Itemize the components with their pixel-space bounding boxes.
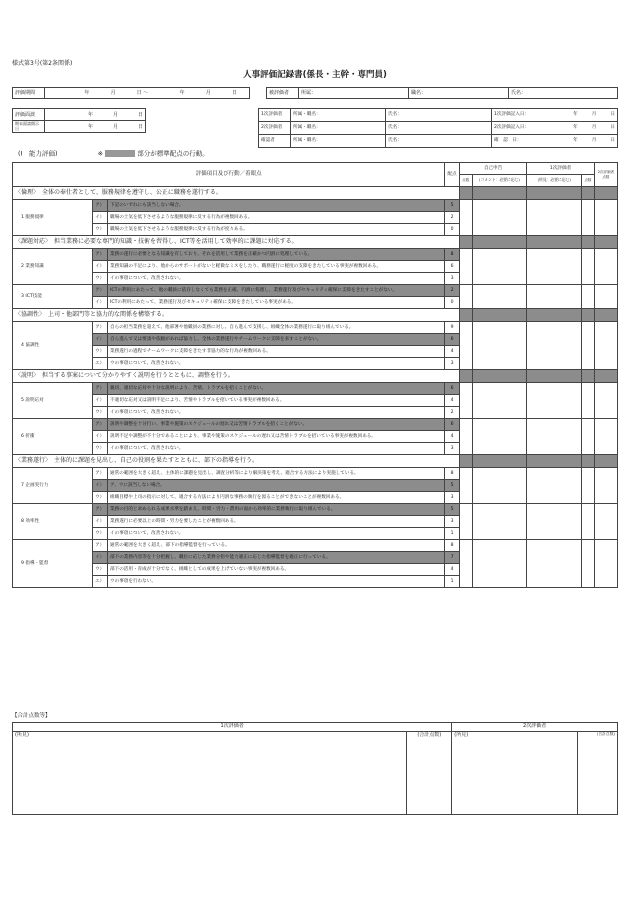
period-end-month: 月 <box>205 90 211 96</box>
evaluator-dept-field[interactable]: 所属・職名： <box>291 109 386 122</box>
second-opinion-field[interactable]: (所見) <box>452 732 578 815</box>
evaluator-role: 2次評価者 <box>259 122 291 135</box>
first-comment-field[interactable] <box>527 322 582 370</box>
self-score-field[interactable] <box>459 419 472 455</box>
first-score-field[interactable] <box>582 200 595 236</box>
criterion-level: エ） <box>93 358 108 370</box>
first-score-field[interactable] <box>582 322 595 370</box>
header-self-comment: (コメント：必要に応じ) <box>472 175 527 187</box>
item-name: 8 効率性 <box>13 504 93 540</box>
item-name: 7 企画実行力 <box>13 468 93 504</box>
criterion-level: イ） <box>93 212 108 224</box>
criterion-text: ウの事項について、改善されない。 <box>108 358 445 370</box>
criterion-level: イ） <box>93 552 108 564</box>
first-comment-field[interactable] <box>527 285 582 309</box>
criterion-text: ICTの利用にあたって、業務遂行及びセキュリティ確保に支障をきたしている事実がある。 <box>108 297 445 309</box>
criterion-text: イの事項について、改善されない。 <box>108 443 445 455</box>
evaluator-date-label: 1次評価記入日： <box>494 112 530 118</box>
criterion-row <box>13 419 618 431</box>
criterion-text: 業務遂行の過程でチームワークに支障をきたす非協力的な行為が複数回ある。 <box>108 346 445 358</box>
first-score-field[interactable] <box>582 249 595 285</box>
second-subtotal-cell <box>594 187 617 200</box>
self-score-field[interactable] <box>459 383 472 419</box>
evaluated-dept-field[interactable]: 所属： <box>299 88 409 99</box>
criterion-row <box>13 540 618 552</box>
criterion-level: エ） <box>93 576 108 588</box>
evaluator-month: 月 <box>591 138 597 144</box>
evaluator-dept-field[interactable]: 所属・職名： <box>291 135 386 148</box>
second-subtotal-cell <box>594 455 617 468</box>
second-score-field[interactable] <box>594 540 617 588</box>
summary-table <box>12 722 618 815</box>
first-score-field[interactable] <box>582 285 595 309</box>
category-title: 〈課題対応〉 担当業務に必要な専門的知識・技術を習得し、ICT等を活用して効率的に課題に対応する。 <box>13 236 460 249</box>
first-score-field[interactable] <box>582 383 595 419</box>
evaluator-row <box>259 135 618 148</box>
criterion-points: 6 <box>445 383 460 395</box>
criterion-text: 部下の業務内容等を十分把握し、職位に応じた業務分担や能力適正に応じた指導監督を適正に行っている。 <box>108 552 445 564</box>
header-second: 2次評価者点数 <box>594 163 617 187</box>
criterion-level: ア） <box>93 249 108 261</box>
criterion-level: ア） <box>93 200 108 212</box>
item-name: 6 折衝 <box>13 419 93 455</box>
criterion-text: イの事項について、改善されない。 <box>108 528 445 540</box>
criterion-points: 4 <box>445 346 460 358</box>
first-comment-field[interactable] <box>527 249 582 285</box>
disclosure-date-field[interactable] <box>45 121 146 133</box>
header-self-score: 点数 <box>459 175 472 187</box>
interview-day: 日 <box>137 111 143 118</box>
criterion-text: イの事項について、改善されない。 <box>108 407 445 419</box>
criterion-text: 通常の範囲を大きく超え、主体的に課題を見出し、調査分析等により解決策を考え、適合する方法により実施している。 <box>108 468 445 480</box>
second-score-field[interactable] <box>594 249 617 285</box>
category-title-row <box>13 236 618 249</box>
document-title: 人事評価記録書(係長・主幹・専門員) <box>243 70 387 80</box>
self-score-field[interactable] <box>459 468 472 504</box>
second-score-field[interactable] <box>594 419 617 455</box>
self-comment-field[interactable] <box>472 504 527 540</box>
header-first-comment: (所見：必要に応じ) <box>527 175 582 187</box>
first-subtotal-cell <box>582 455 595 468</box>
self-subtotal-comment <box>472 370 527 383</box>
first-subtotal-cell <box>582 370 595 383</box>
criterion-text: 下記のいずれにも該当しない場合。 <box>108 200 445 212</box>
criterion-level: ウ） <box>93 273 108 285</box>
item-name: 1 服務規律 <box>13 200 93 236</box>
self-comment-field[interactable] <box>472 383 527 419</box>
self-score-field[interactable] <box>459 285 472 309</box>
first-subtotal-cell <box>582 309 595 322</box>
criterion-level: ア） <box>93 504 108 516</box>
criterion-text: 自ら進んで又は要請や依頼があれば協力し、全体の業務遂行やチームワークに支障を来すことがない。 <box>108 334 445 346</box>
self-score-field[interactable] <box>459 200 472 236</box>
first-subtotal-comment <box>527 236 582 249</box>
criterion-level: ウ） <box>93 407 108 419</box>
note-text: 部分が標準配点の行動。 <box>137 149 209 158</box>
criterion-points: 6 <box>445 261 460 273</box>
self-subtotal-comment <box>472 309 527 322</box>
evaluator-name-field[interactable]: 氏名： <box>386 109 492 122</box>
criterion-points: 0 <box>445 297 460 309</box>
category-title-row <box>13 455 618 468</box>
disclosure-label: 期末面談開示日 <box>13 121 45 133</box>
self-comment-field[interactable] <box>472 285 527 309</box>
summary-label: 【合計点数等】 <box>12 713 51 719</box>
item-name: 9 指導・監督 <box>13 540 93 588</box>
evaluator-month: 月 <box>591 112 597 118</box>
item-name: 4 協調性 <box>13 322 93 370</box>
first-total-field[interactable]: (合計点数) <box>407 732 452 815</box>
criterion-level: ア） <box>93 419 108 431</box>
criterion-text: 業務の目的と求められる成果水準を踏まえ、時間・労力・費用の面から効率的に業務執行に取り組んでいる。 <box>108 504 445 516</box>
criterion-text: ウの事項を行わない。 <box>108 576 445 588</box>
criterion-level: ウ） <box>93 492 108 504</box>
criterion-points: 5 <box>445 480 460 492</box>
first-comment-field[interactable] <box>527 383 582 419</box>
self-score-field[interactable] <box>459 249 472 285</box>
criterion-points: 2 <box>445 285 460 297</box>
second-score-field[interactable] <box>594 504 617 540</box>
evaluator-month: 月 <box>591 125 597 131</box>
evaluator-date-field[interactable] <box>492 135 618 148</box>
criterion-points: 8 <box>445 540 460 552</box>
criterion-points: 3 <box>445 492 460 504</box>
criterion-level: ウ） <box>93 564 108 576</box>
first-subtotal-comment <box>527 370 582 383</box>
interview-date-field[interactable] <box>45 109 146 121</box>
criterion-text: 親切、適切な応対や十分な説明により、苦情、トラブルを招くことがない。 <box>108 383 445 395</box>
first-comment-field[interactable] <box>527 468 582 504</box>
criterion-points: 4 <box>445 564 460 576</box>
form-number: 様式第3号(第2条関係) <box>12 60 73 67</box>
category-title-row <box>13 370 618 383</box>
interview-label: 評価面談 <box>13 109 45 121</box>
criterion-text: 部下の活用・育成が十分でなく、組織としての成果を上げていない事実が複数回ある。 <box>108 564 445 576</box>
criterion-row <box>13 504 618 516</box>
item-name: 2 業務知識 <box>13 249 93 285</box>
first-subtotal-comment <box>527 187 582 200</box>
criterion-points: 8 <box>445 468 460 480</box>
disclosure-month: 月 <box>112 123 118 130</box>
evaluator-row <box>259 109 618 122</box>
evaluator-date-label: 確 認 日： <box>494 138 522 144</box>
self-subtotal-comment <box>472 187 527 200</box>
evaluator-day: 日 <box>610 125 615 131</box>
criterion-points: 3 <box>445 516 460 528</box>
evaluator-date-field[interactable] <box>492 109 618 122</box>
criterion-level: イ） <box>93 516 108 528</box>
criterion-level: ウ） <box>93 443 108 455</box>
first-comment-field[interactable] <box>527 200 582 236</box>
note-mark: ※ <box>97 149 104 158</box>
criterion-text: 自らの担当業務を超えて、他部署や他職員の業務に対し、自ら進んで支援し、組織全体の業務遂行に取り組んでいる。 <box>108 322 445 334</box>
interview-month: 月 <box>112 111 118 118</box>
self-subtotal-cell <box>459 236 472 249</box>
criterion-level: イ） <box>93 334 108 346</box>
evaluator-year: 年 <box>573 112 578 118</box>
first-subtotal-cell <box>582 187 595 200</box>
first-subtotal-comment <box>527 309 582 322</box>
self-score-field[interactable] <box>459 322 472 370</box>
evaluators-table <box>258 108 618 148</box>
period-end-day: 日 <box>231 90 237 96</box>
summary-first-header: 1次評価者 <box>13 723 452 732</box>
evaluator-date-field[interactable] <box>492 122 618 135</box>
criterion-row <box>13 249 618 261</box>
self-subtotal-cell <box>459 309 472 322</box>
period-start-field[interactable] <box>45 88 250 99</box>
item-name: 5 説明応対 <box>13 383 93 419</box>
criterion-points: 6 <box>445 334 460 346</box>
evaluator-day: 日 <box>610 138 615 144</box>
header-self: 自己申告 <box>459 163 526 175</box>
self-comment-field[interactable] <box>472 322 527 370</box>
second-score-field[interactable] <box>594 322 617 370</box>
criterion-points: 1 <box>445 576 460 588</box>
interview-dates-table <box>12 108 146 133</box>
category-title-row <box>13 187 618 200</box>
criterion-text: 職場の士気を低下させるような服務規律に反する行為が度々ある。 <box>108 224 445 236</box>
criterion-points: 9 <box>445 322 460 334</box>
first-comment-field[interactable] <box>527 504 582 540</box>
self-subtotal-cell <box>459 455 472 468</box>
evaluated-label: 被評価者 <box>267 88 299 99</box>
self-comment-field[interactable] <box>472 419 527 455</box>
criterion-text: 業務の遂行に必要となる知識を有しており、それを活用して業務を正確かつ円滑に処理している。 <box>108 249 445 261</box>
criterion-points: 2 <box>445 212 460 224</box>
evaluator-role: 確認者 <box>259 135 291 148</box>
first-score-field[interactable] <box>582 504 595 540</box>
criterion-level: ウ） <box>93 346 108 358</box>
criterion-row <box>13 200 618 212</box>
criterion-level: ア） <box>93 383 108 395</box>
ability-evaluation-table <box>12 162 618 588</box>
evaluator-row <box>259 122 618 135</box>
table-header-row <box>13 163 618 175</box>
criterion-points: 3 <box>445 358 460 370</box>
criterion-points: 4 <box>445 395 460 407</box>
criterion-row <box>13 468 618 480</box>
evaluation-period-table <box>12 87 250 99</box>
evaluator-dept-field[interactable]: 所属・職名： <box>291 122 386 135</box>
period-start-year: 年 <box>84 90 90 96</box>
criterion-points: 3 <box>445 443 460 455</box>
self-score-field[interactable] <box>459 540 472 588</box>
criterion-level: イ） <box>93 297 108 309</box>
section-heading <box>18 150 209 158</box>
second-subtotal-cell <box>594 370 617 383</box>
header-items: 評価項目及び行動／着眼点 <box>13 163 445 187</box>
criterion-row <box>13 383 618 395</box>
self-comment-field[interactable] <box>472 540 527 588</box>
second-subtotal-cell <box>594 236 617 249</box>
evaluator-year: 年 <box>573 125 578 131</box>
header-first: 1次評価者 <box>527 163 594 175</box>
second-subtotal-cell <box>594 309 617 322</box>
summary-second-header: 2次評価者 <box>452 723 618 732</box>
criterion-text: 業務知識の不足により、他からのサポートがないと軽微なミスをしたり、職務遂行に軽度の支障をきたしている事実が複数回ある。 <box>108 261 445 273</box>
evaluator-day: 日 <box>610 112 615 118</box>
criterion-level: イ） <box>93 395 108 407</box>
criterion-row <box>13 322 618 334</box>
evaluator-date-label: 2次評価記入日： <box>494 125 530 131</box>
criterion-points: 5 <box>445 200 460 212</box>
evaluator-name-field[interactable]: 氏名： <box>386 135 492 148</box>
evaluated-name-field[interactable]: 氏名： <box>509 88 618 99</box>
period-label: 評価期間 <box>13 88 45 99</box>
second-total-field[interactable]: (合計点数) <box>578 732 618 815</box>
criterion-points: 1 <box>445 528 460 540</box>
criterion-level: イ） <box>93 261 108 273</box>
criterion-points: 4 <box>445 431 460 443</box>
criterion-text: 組織目標や上司の指示に対して、適合する方法により円滑な事務の執行を図ることができないことが複数回ある。 <box>108 492 445 504</box>
criterion-level: イ） <box>93 431 108 443</box>
period-start-day: 日 <box>136 90 142 96</box>
criterion-points: 3 <box>445 273 460 285</box>
interview-year: 年 <box>87 111 93 118</box>
first-subtotal-cell <box>582 236 595 249</box>
self-subtotal-comment <box>472 236 527 249</box>
second-score-field[interactable] <box>594 200 617 236</box>
first-opinion-field[interactable]: (所見) <box>13 732 407 815</box>
disclosure-day: 日 <box>137 123 143 130</box>
criterion-level: ア） <box>93 322 108 334</box>
header-points: 配点 <box>445 163 460 187</box>
first-score-field[interactable] <box>582 419 595 455</box>
first-comment-field[interactable] <box>527 419 582 455</box>
self-subtotal-cell <box>459 187 472 200</box>
second-score-field[interactable] <box>594 285 617 309</box>
criterion-level: イ） <box>93 480 108 492</box>
criterion-points: 5 <box>445 504 460 516</box>
evaluated-person-table <box>266 87 618 99</box>
criterion-text: 説明不足や調整が不十分であることにより、事業や施策のスケジュールの遅れ又は苦情トラブルを招いている事実が複数回ある。 <box>108 431 445 443</box>
criterion-text: 説明や調整を十分行い、事業や施策のスケジュールの遅れ又は苦情トラブルを招くことがない。 <box>108 419 445 431</box>
first-score-field[interactable] <box>582 540 595 588</box>
period-end-year: 年 <box>179 90 185 96</box>
category-title: 〈協調性〉 上司・他部門等と協力的な関係を構築する。 <box>13 309 460 322</box>
period-start-month: 月 <box>110 90 116 96</box>
criterion-level: ア） <box>93 468 108 480</box>
first-subtotal-comment <box>527 455 582 468</box>
category-title-row <box>13 309 618 322</box>
criterion-points: 2 <box>445 407 460 419</box>
category-title: 〈倫理〉 全体の奉仕者として、服務規律を遵守し、公正に職務を遂行する。 <box>13 187 460 200</box>
evaluator-name-field[interactable]: 氏名： <box>386 122 492 135</box>
criterion-level: ウ） <box>93 224 108 236</box>
criterion-points: 8 <box>445 249 460 261</box>
self-subtotal-comment <box>472 455 527 468</box>
period-tilde: ～ <box>143 90 149 96</box>
second-score-field[interactable] <box>594 468 617 504</box>
disclosure-year: 年 <box>87 123 93 130</box>
item-name: 3 ICT技能 <box>13 285 93 309</box>
criterion-level: ウ） <box>93 528 108 540</box>
self-comment-field[interactable] <box>472 249 527 285</box>
shade-legend-swatch <box>105 150 135 157</box>
category-title: 〈業務遂行〉 主体的に課題を見出し、自己の役割を果たすとともに、部下の指導を行う。 <box>13 455 460 468</box>
self-subtotal-cell <box>459 370 472 383</box>
criterion-text: イの事項について、改善されない。 <box>108 273 445 285</box>
self-comment-field[interactable] <box>472 468 527 504</box>
section-title: (Ⅰ 能力評価) <box>18 149 58 158</box>
criterion-row <box>13 285 618 297</box>
header-first-score: 点数 <box>582 175 595 187</box>
criterion-text: 職場の士気を低下させるような服務規律に反する行為が複数回ある。 <box>108 212 445 224</box>
criterion-text: ア、ウに該当しない場合。 <box>108 480 445 492</box>
evaluator-year: 年 <box>573 138 578 144</box>
category-title: 〈説明〉 担当する事案について分かりやすく説明を行うとともに、調整を行う。 <box>13 370 460 383</box>
criterion-text: 通常の範囲を大きく超え、部下の指導監督を行っている。 <box>108 540 445 552</box>
criterion-level: ア） <box>93 540 108 552</box>
second-score-field[interactable] <box>594 383 617 419</box>
criterion-points: 6 <box>445 419 460 431</box>
criterion-text: 業務遂行に必要以上の時間・労力を要したことが複数回ある。 <box>108 516 445 528</box>
criterion-text: ICTの利用にあたって、他の職員に依存しなくても業務を正確、円滑に処理し、業務遂行及びセキュリティ確保に支障をきたすことがない。 <box>108 285 445 297</box>
evaluated-position-field[interactable]: 職名： <box>409 88 509 99</box>
self-comment-field[interactable] <box>472 200 527 236</box>
evaluator-role: 1次評価者 <box>259 109 291 122</box>
criterion-points: 0 <box>445 224 460 236</box>
first-score-field[interactable] <box>582 468 595 504</box>
criterion-text: 不適切な応対又は説明不足により、苦情やトラブルを招いている事実が複数回ある。 <box>108 395 445 407</box>
first-comment-field[interactable] <box>527 540 582 588</box>
criterion-points: 7 <box>445 552 460 564</box>
criterion-level: ア） <box>93 285 108 297</box>
self-score-field[interactable] <box>459 504 472 540</box>
